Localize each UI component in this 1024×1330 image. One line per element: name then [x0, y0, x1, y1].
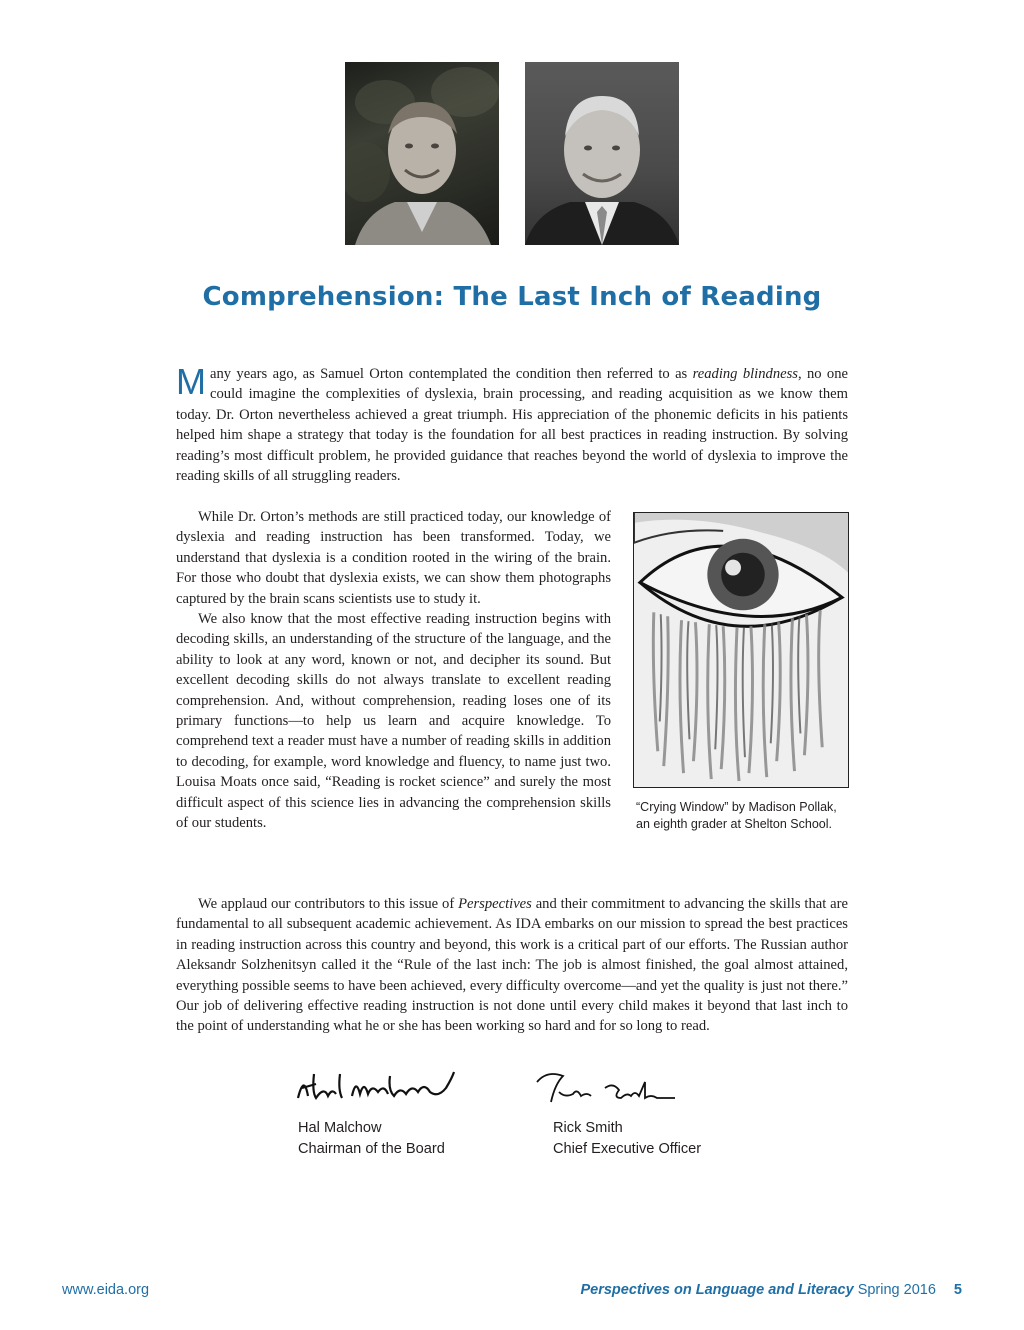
paragraph-intro-italic: reading blindness	[692, 366, 798, 382]
paragraph-intro	[176, 361, 849, 486]
paragraph-intro-text-b: , no one could imagine the complexities of dyslexia, brain processing, and reading acquisition as we know them today. Dr. Orton nevertheless achieved a great triumph. His appreciation of the phonemic deficits in his patients helped him shape a strategy that today is the foundation for all best practices in reading instruction. By solving reading’s most difficult problem, he provided guidance that reaches beyond the world of dyslexia to improve the reading skills of all struggling readers.	[176, 366, 849, 485]
signature-rick-smith	[533, 1068, 683, 1108]
left-column-text	[176, 507, 611, 834]
portrait-photo-rick-smith	[525, 62, 679, 245]
drop-cap: M	[176, 361, 206, 402]
signer-name: Hal Malchow	[298, 1120, 382, 1136]
artwork-crying-window	[633, 512, 849, 788]
signer-hal-malchow	[298, 1118, 445, 1159]
signer-name: Rick Smith	[553, 1120, 623, 1136]
artwork-caption	[636, 799, 856, 833]
artwork-caption-line2: an eighth grader at Shelton School.	[636, 817, 832, 831]
paragraph-closing-italic: Perspectives	[458, 896, 532, 912]
footer-issue: Spring 2016	[857, 1282, 936, 1298]
paragraph-instruction: We also know that the most effective reading instruction begins with decoding skills, an understanding of the structure of the language, and the ability to look at any word, known or not, and decipher its sound. But excellent decoding skills do not always translate to excellent reading comprehension. And, without comprehension, reading loses one of its primary functions—to help us learn and acquire knowledge. To comprehend text a reader must have a number of reading skills in addition to decoding, for example, word knowledge and fluency, to name just two. Louisa Moats once said, “Reading is rocket science” and surely the most difficult aspect of this science lies in advancing the comprehension skills of our students.	[176, 611, 611, 832]
paragraph-intro-text-a: any years ago, as Samuel Orton contemplated the condition then referred to as	[210, 366, 693, 382]
footer-page-number: 5	[953, 1282, 962, 1298]
portrait-photo-hal-malchow	[345, 62, 499, 245]
signer-role: Chief Executive Officer	[553, 1140, 702, 1157]
paragraph-methods: While Dr. Orton’s methods are still practiced today, our knowledge of dyslexia and reading instruction has been transformed. Today, we understand that dyslexia is a condition rooted in the wiring of the brain. For those who doubt that dyslexia exists, we can show them photographs captured by the brain scans scientists use to study it.	[176, 509, 611, 607]
paragraph-closing	[176, 894, 848, 1037]
footer-publication: Perspectives on Language and Literacy	[580, 1282, 854, 1298]
artwork-caption-line1: “Crying Window” by Madison Pollak,	[636, 800, 837, 814]
paragraph-closing-text-a: We applaud our contributors to this issue of	[198, 896, 459, 912]
article-title: Comprehension: The Last Inch of Reading	[202, 282, 822, 312]
signature-hal-malchow	[294, 1068, 464, 1108]
paragraph-closing-text-b: and their commitment to advancing the skills that are fundamental to all subsequent academic achievement. As IDA embarks on our mission to spread the best practices in reading instruction across this country and beyond, this work is a critical part of our efforts. The Russian author Aleksandr Solzhenitsyn called it the “Rule of the last inch: The job is almost finished, the goal almost attained, everything possible seems to have been achieved, every difficulty overcome—and yet the quality is just not there.” Our job of delivering effective reading instruction is not done until every child makes it beyond that last inch to the point of understanding what he or she has been working so hard and for so long to read.	[176, 896, 848, 1035]
signer-role: Chairman of the Board	[298, 1140, 445, 1157]
signer-rick-smith	[553, 1118, 701, 1159]
footer-publication-info	[580, 1282, 962, 1298]
footer-website[interactable]: www.eida.org	[62, 1282, 150, 1298]
